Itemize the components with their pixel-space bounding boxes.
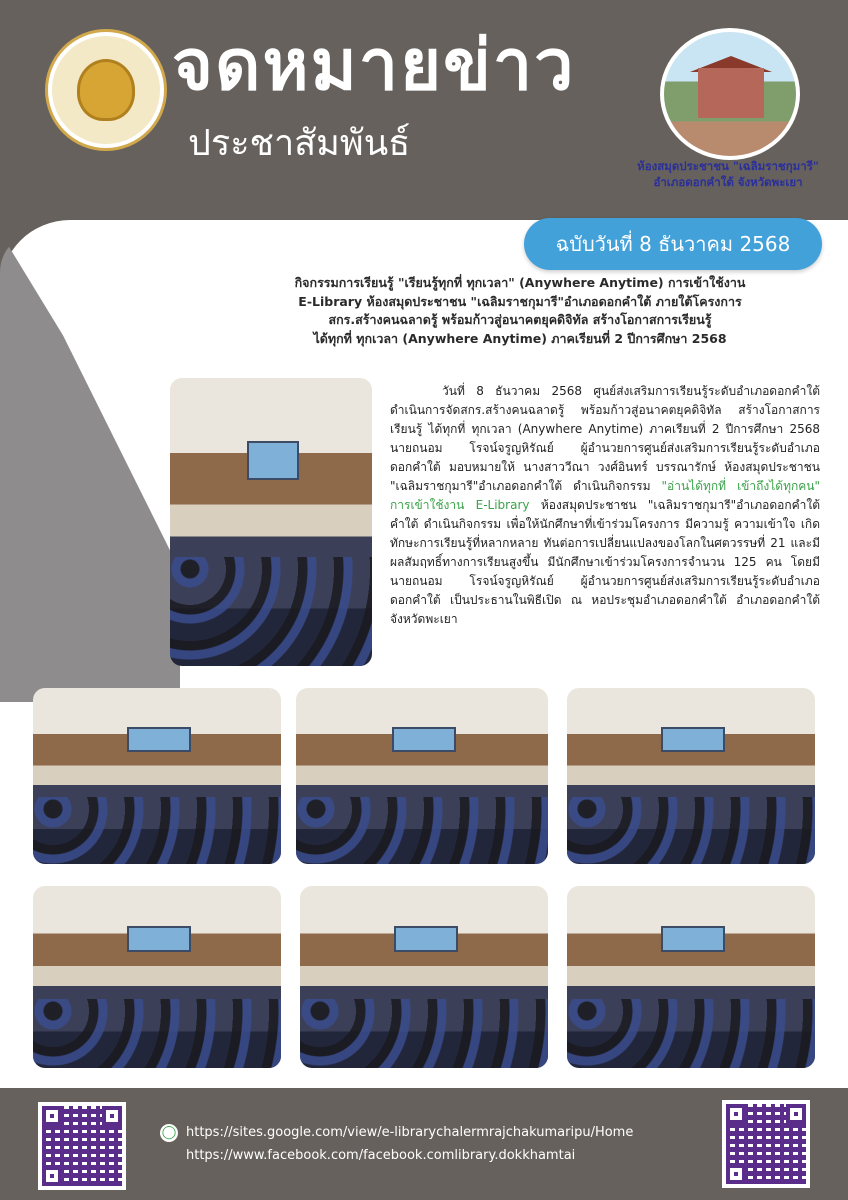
headline-line: E-Library ห้องสมุดประชาชน "เฉลิมราชกุมารี"อำเภอดอกคำใต้ ภายใต้โครงการ <box>298 293 742 309</box>
library-building-photo <box>660 28 800 160</box>
headline <box>250 274 790 348</box>
headline-line: สกร.สร้างคนฉลาดรู้ พร้อมก้าวสู่อนาคตยุคดิจิทัล สร้างโอกาสการเรียนรู้ <box>328 312 712 327</box>
headline-line: ได้ทุกที่ ทุกเวลา (Anywhere Anytime) ภาคเรียนที่ 2 ปีการศึกษา 2568 <box>313 330 727 346</box>
website-link[interactable]: https://sites.google.com/view/e-librarychalermrajchakumaripu/Home <box>186 1125 634 1140</box>
event-photo <box>567 688 815 864</box>
event-photo <box>296 688 548 864</box>
projector-screen <box>127 926 191 952</box>
qr-finder <box>726 1104 746 1124</box>
globe-icon: ◯ <box>161 1125 177 1140</box>
qr-code-icon <box>38 1102 126 1190</box>
audience <box>33 797 281 864</box>
headline-line: กิจกรรมการเรียนรู้ "เรียนรู้ทุกที่ ทุกเวลา" (Anywhere Anytime) การเข้าใช้งาน <box>294 275 746 290</box>
audience <box>170 557 372 666</box>
qr-pattern <box>726 1104 806 1184</box>
audience <box>33 999 281 1068</box>
body-highlight: "อ่านได้ทุกที่ เข้าถึงได้ทุกคน" การเข้าใช้งาน E-Library <box>390 479 820 512</box>
audience <box>567 999 815 1068</box>
projector-screen <box>127 727 191 752</box>
qr-finder <box>726 1164 746 1184</box>
audience <box>296 797 548 864</box>
audience <box>300 999 548 1068</box>
building-body <box>698 68 764 118</box>
library-caption <box>608 158 848 190</box>
facebook-link[interactable]: https://www.facebook.com/facebook.comlibrary.dokkhamtai <box>186 1148 576 1163</box>
qr-finder <box>42 1166 62 1186</box>
newsletter-title: จดหมายข่าว <box>172 24 576 106</box>
library-caption-line1: ห้องสมุดประชาชน "เฉลิมราชกุมารี" <box>637 159 819 173</box>
qr-finder <box>786 1104 806 1124</box>
projector-screen <box>392 727 456 752</box>
issue-date-badge: ฉบับวันที่ 8 ธันวาคม 2568 <box>524 218 822 270</box>
qr-pattern <box>42 1106 122 1186</box>
body-text-part2: ห้องสมุดประชาชน "เฉลิมราชกุมารี"อำเภอดอกคำใต้คำใต้ ดำเนินกิจกรรม เพื่อให้นักศึกษาที่เข้าร่วมโครงการ มีความรู้ ความเข้าใจ เกิดทักษะการเรียนรู้ที่หลากหลาย ทันต่อการเปลี่ยนแปลงของโลกในศตวรรษที่ 21 และมีผลสัมฤทธิ์ทางการเรียนสูงขึ้น มีนักศึกษาเข้าร่วมโครงการจำนวน 125 คน โดยมีนายถนอม โรจน์จรูญหิรัณย์ ผู้อำนวยการศูนย์ส่งเสริมการเรียนรู้ระดับอำเภอดอกคำใต้ เป็นประธานในพิธีเปิด ณ หอประชุมอำเภอดอกคำใต้ อำเภอดอกคำใต้ จังหวัดพะเยา <box>390 498 821 626</box>
projector-screen <box>661 926 725 952</box>
newsletter-subtitle: ประชาสัมพันธ์ <box>188 123 411 164</box>
qr-code-icon <box>722 1100 810 1188</box>
event-photo <box>33 886 281 1068</box>
event-photo <box>33 688 281 864</box>
library-caption-line2: อำเภอดอกคำใต้ จังหวัดพะเยา <box>653 175 803 189</box>
qr-finder <box>102 1106 122 1126</box>
event-photo <box>300 886 548 1068</box>
projector-screen <box>247 441 299 480</box>
qr-finder <box>42 1106 62 1126</box>
projector-screen <box>394 926 458 952</box>
body-text-part1: วันที่ 8 ธันวาคม 2568 ศูนย์ส่งเสริมการเรียนรู้ระดับอำเภอดอกคำใต้ ดำเนินการจัดสกร.สร้างคนฉลาดรู้ พร้อมก้าวสู่อนาคตยุคดิจิทัล สร้างโอกาสการเรียนรู้ ได้ทุกที่ ทุกเวลา (Anywhere Anytime) ภาคเรียนที่ 2 ปีการศึกษา 2568 นายถนอม โรจน์จรูญหิรัณย์ ผู้อำนวยการศูนย์ส่งเสริมการเรียนรู้ระดับอำเภอดอกคำใต้ มอบหมายให้ นางสาววีณา วงศ์อินทร์ บรรณารักษ์ ห้องสมุดประชาชน "เฉลิมราชกุมารี"อำเภอดอกคำใต้ ดำเนินกิจกรรม <box>390 384 820 493</box>
event-photo <box>567 886 815 1068</box>
projector-screen <box>661 727 725 752</box>
main-event-photo <box>170 378 372 666</box>
audience <box>567 797 815 864</box>
article-body <box>390 382 820 629</box>
organization-logo <box>48 32 164 148</box>
logo-emblem <box>77 59 135 121</box>
